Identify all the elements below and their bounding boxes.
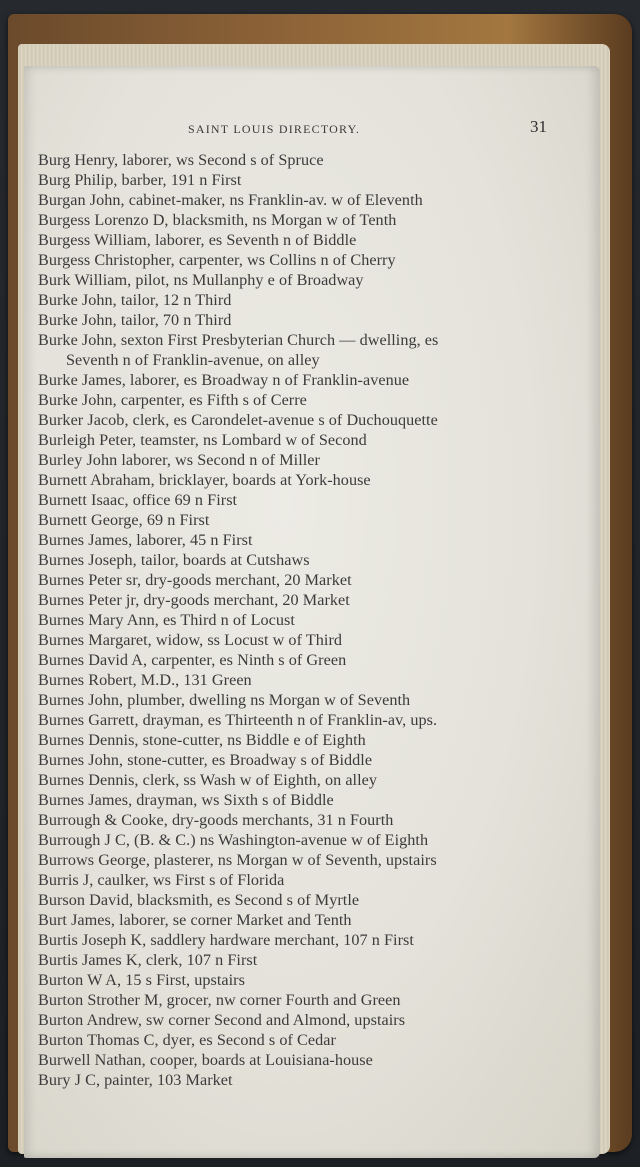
directory-entry: Burris J, caulker, ws First s of Florida <box>38 871 285 889</box>
directory-entry: Burt James, laborer, se corner Market and Tenth <box>38 911 352 929</box>
directory-entry: Burrough & Cooke, dry-goods merchants, 31 n Fourth <box>38 811 394 829</box>
directory-entry: Burke John, tailor, 70 n Third <box>38 311 232 329</box>
directory-entry: Burnes Mary Ann, es Third n of Locust <box>38 611 295 629</box>
directory-entry: Burgess Lorenzo D, blacksmith, ns Morgan w of Tenth <box>38 211 397 229</box>
page-number: 31 <box>530 117 547 136</box>
directory-entry: Burton Strother M, grocer, nw corner Fourth and Green <box>38 991 401 1009</box>
directory-entries <box>38 150 590 1090</box>
directory-entry: Burwell Nathan, cooper, boards at Louisiana-house <box>38 1051 373 1069</box>
directory-entry: Burson David, blacksmith, es Second s of Myrtle <box>38 891 360 909</box>
directory-entry: Burker Jacob, clerk, es Carondelet-avenue s of Duchouquette <box>38 411 438 429</box>
page-edges <box>18 44 610 1154</box>
directory-entry: Burgess Christopher, carpenter, ws Collins n of Cherry <box>38 251 396 269</box>
directory-entry: Burke James, laborer, es Broadway n of Franklin-avenue <box>38 371 410 389</box>
directory-entry: Burton Thomas C, dyer, es Second s of Cedar <box>38 1031 336 1049</box>
directory-entry: Burgan John, cabinet-maker, ns Franklin-av. w of Eleventh <box>38 191 423 209</box>
directory-entry: Burnett Isaac, office 69 n First <box>38 491 238 509</box>
directory-entry: Burg Henry, laborer, ws Second s of Spruce <box>38 151 324 169</box>
directory-entry: Burnes Joseph, tailor, boards at Cutshaws <box>38 551 310 569</box>
page-header <box>24 117 600 146</box>
directory-page <box>24 66 600 1158</box>
directory-entry: Burley John laborer, ws Second n of Miller <box>38 451 320 469</box>
directory-entry: Burke John, carpenter, es Fifth s of Cerre <box>38 391 307 409</box>
directory-entry: Burrows George, plasterer, ns Morgan w of Seventh, upstairs <box>38 851 437 869</box>
directory-entry-continuation: Seventh n of Franklin-avenue, on alley <box>66 351 320 369</box>
directory-entry: Burtis Joseph K, saddlery hardware merchant, 107 n First <box>38 931 414 949</box>
directory-entry: Burnes Margaret, widow, ss Locust w of Third <box>38 631 343 649</box>
directory-entry: Burrough J C, (B. & C.) ns Washington-avenue w of Eighth <box>38 831 429 849</box>
directory-entry: Burnes Dennis, stone-cutter, ns Biddle e of Eighth <box>38 731 366 749</box>
directory-entry: Burtis James K, clerk, 107 n First <box>38 951 258 969</box>
directory-entry: Burnes Robert, M.D., 131 Green <box>38 671 252 689</box>
directory-entry: Burnes Garrett, drayman, es Thirteenth n of Franklin-av, ups. <box>38 711 438 729</box>
directory-entry: Burg Philip, barber, 191 n First <box>38 171 242 189</box>
directory-entry: Bury J C, painter, 103 Market <box>38 1071 233 1089</box>
directory-entry: Burnes James, laborer, 45 n First <box>38 531 253 549</box>
directory-entry: Burnes Dennis, clerk, ss Wash w of Eighth, on alley <box>38 771 378 789</box>
directory-entry: Burton Andrew, sw corner Second and Almond, upstairs <box>38 1011 406 1029</box>
directory-entry: Burke John, sexton First Presbyterian Church — dwelling, es <box>38 331 439 349</box>
directory-entry: Burk William, pilot, ns Mullanphy e of Broadway <box>38 271 364 289</box>
directory-entry: Burton W A, 15 s First, upstairs <box>38 971 245 989</box>
directory-entry: Burnett Abraham, bricklayer, boards at York-house <box>38 471 371 489</box>
directory-entry: Burleigh Peter, teamster, ns Lombard w of Second <box>38 431 367 449</box>
directory-entry: Burnes David A, carpenter, es Ninth s of Green <box>38 651 347 669</box>
directory-entry: Burnes John, plumber, dwelling ns Morgan w of Seventh <box>38 691 411 709</box>
directory-entry: Burnett George, 69 n First <box>38 511 210 529</box>
directory-entry: Burnes Peter sr, dry-goods merchant, 20 Market <box>38 571 352 589</box>
directory-entry: Burnes Peter jr, dry-goods merchant, 20 Market <box>38 591 350 609</box>
directory-entry: Burgess William, laborer, es Seventh n of Biddle <box>38 231 357 249</box>
directory-entry: Burke John, tailor, 12 n Third <box>38 291 232 309</box>
running-title: SAINT LOUIS DIRECTORY. <box>188 122 361 136</box>
directory-entry: Burnes James, drayman, ws Sixth s of Biddle <box>38 791 334 809</box>
book-cover <box>8 14 632 1152</box>
directory-entry: Burnes John, stone-cutter, es Broadway s of Biddle <box>38 751 373 769</box>
